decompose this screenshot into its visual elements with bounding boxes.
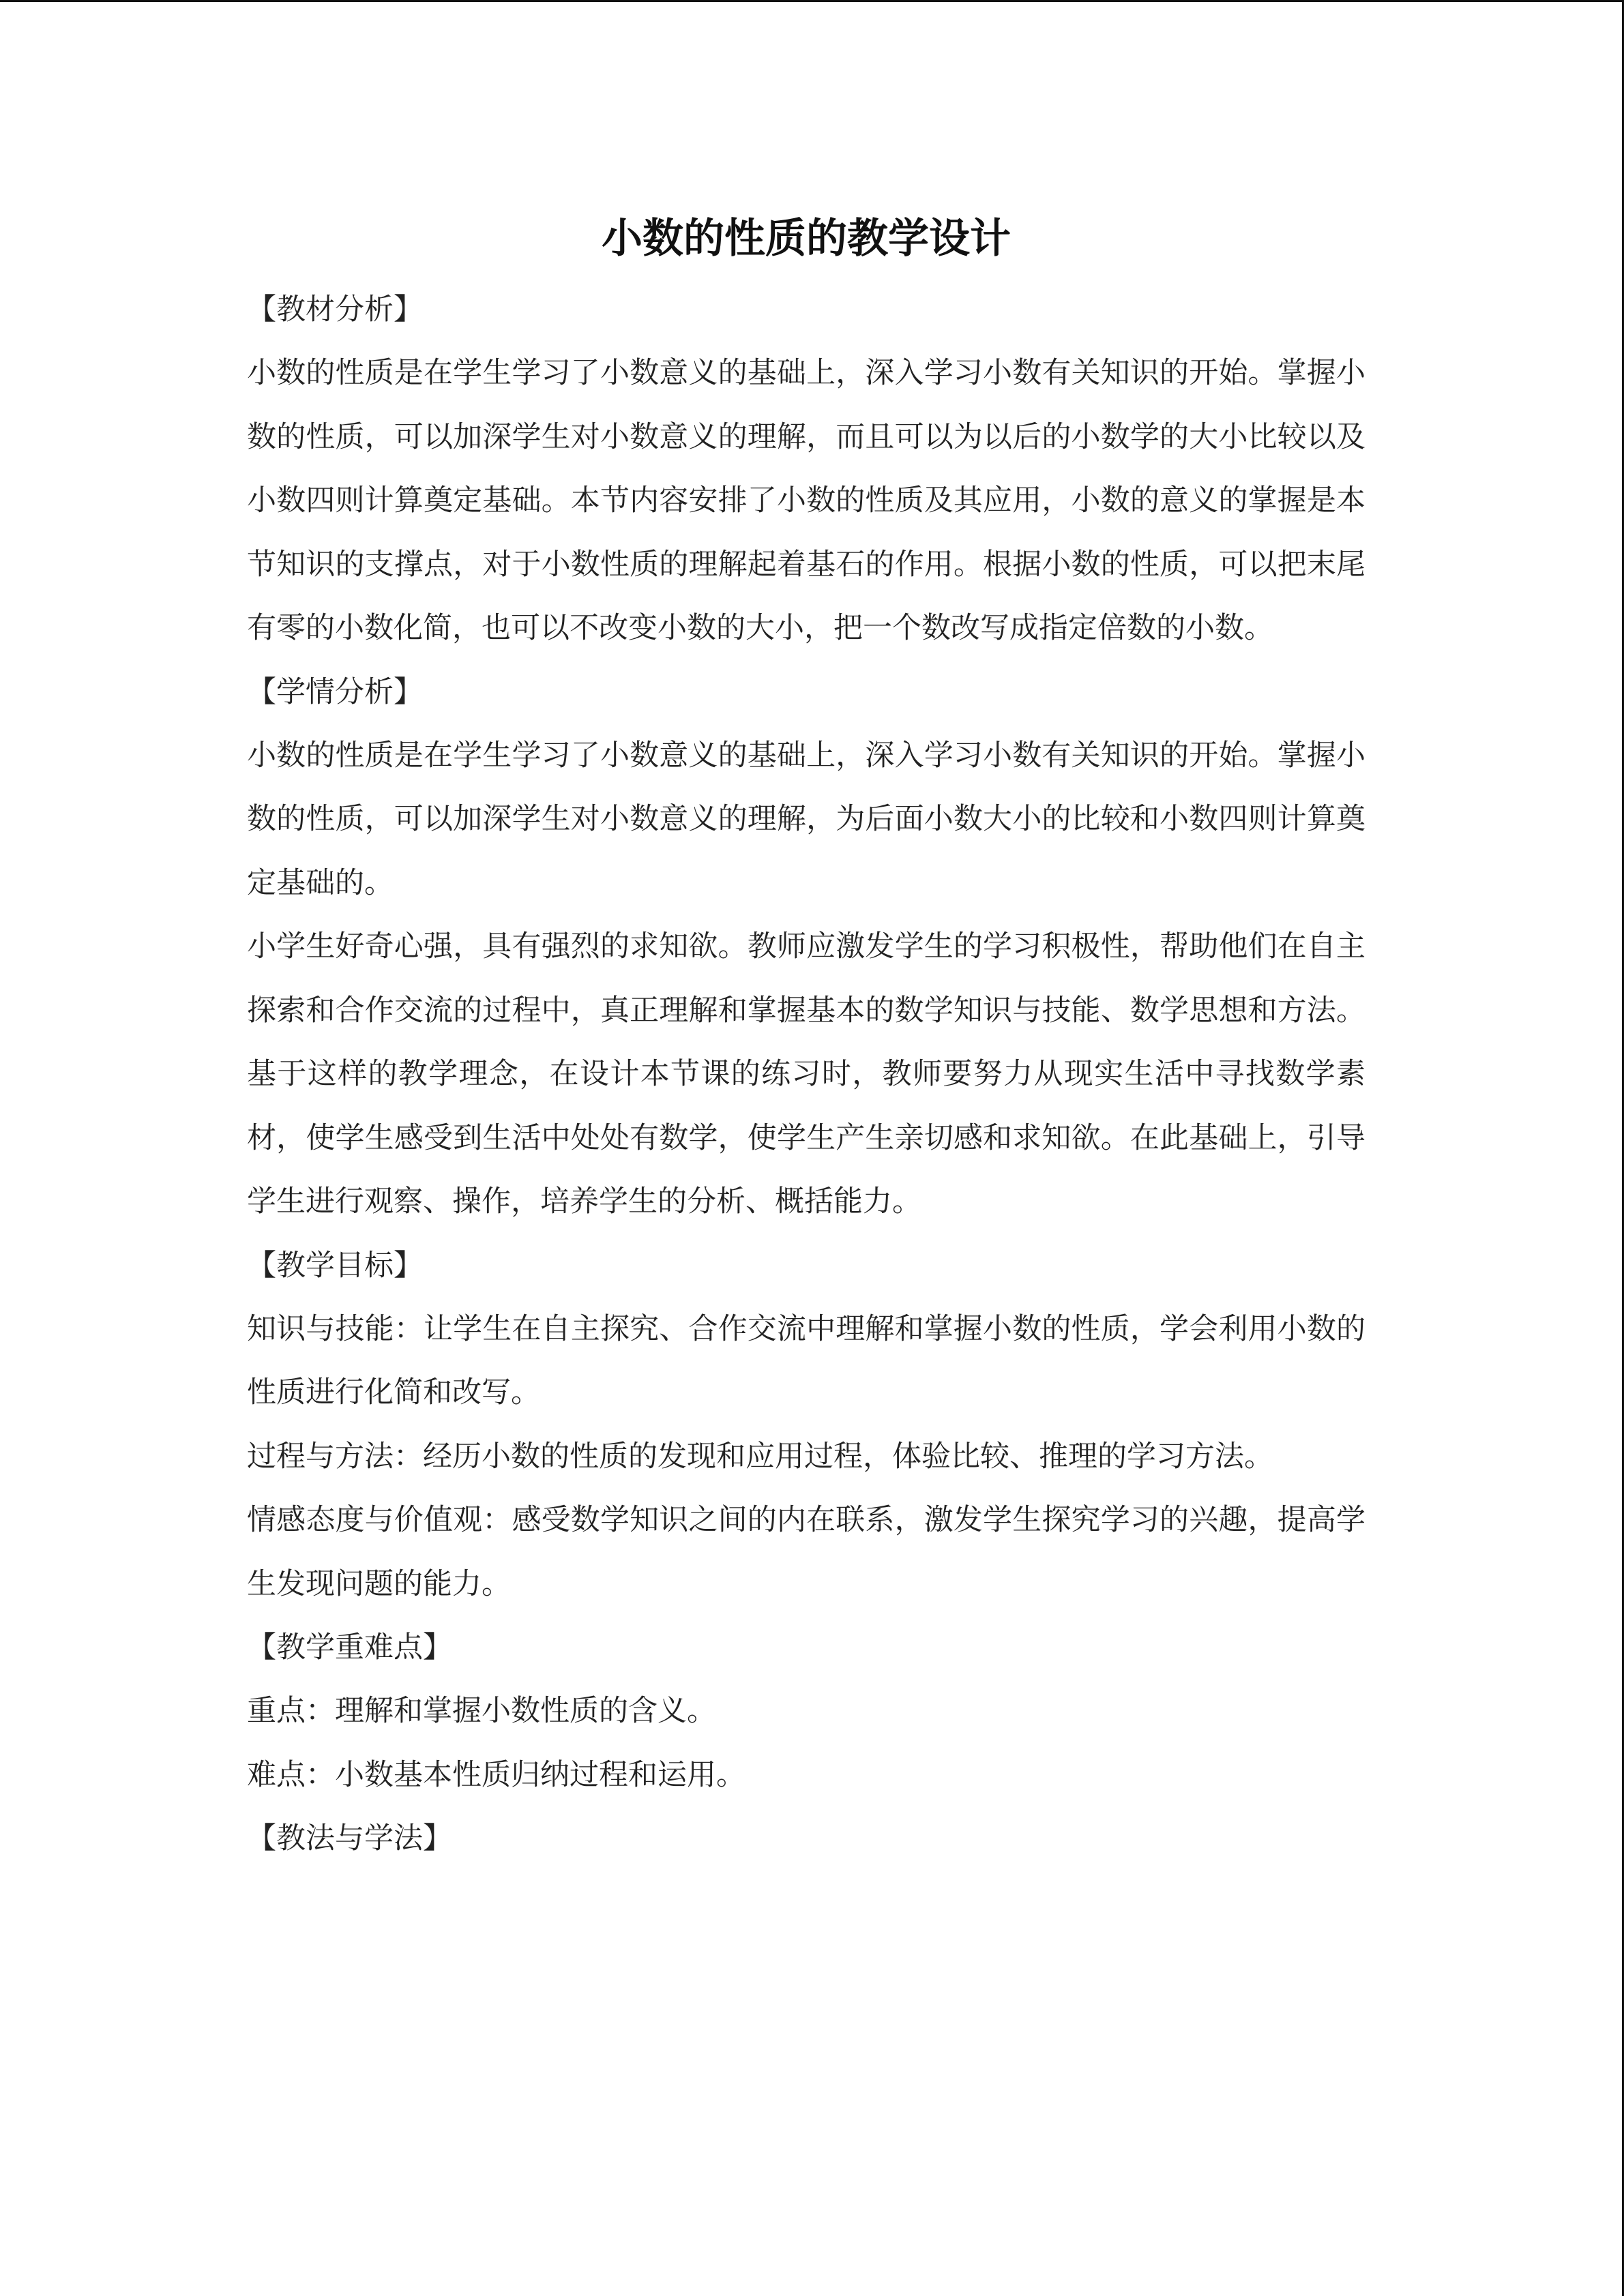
paragraph-key-point: 重点：理解和掌握小数性质的含义。	[247, 1694, 716, 1728]
paragraph-goal-attitude: 情感态度与价值观：感受数学知识之间的内在联系，激发学生探究学习的兴趣，提高学生发现问题的能力。	[247, 1503, 1365, 1601]
paragraph-textbook-analysis: 小数的性质是在学生学习了小数意义的基础上，深入学习小数有关知识的开始。掌握小数的性质，可以加深学生对小数意义的理解，而且可以为以后的小数学的大小比较以及小数四则计算奠定基础。本节内容安排了小数的性质及其应用，小数的意义的掌握是本节知识的支撑点，对于小数性质的理解起着基石的作用。根据小数的性质，可以把末尾有零的小数化简，也可以不改变小数的大小，把一个数改写成指定倍数的小数。	[247, 356, 1365, 645]
section-heading-methods: 【教法与学法】	[247, 1821, 452, 1855]
document-title: 小数的性质的教学设计	[602, 215, 1011, 263]
paragraph-difficult-point: 难点：小数基本性质归纳过程和运用。	[247, 1757, 745, 1792]
paragraph-student-analysis-2: 小学生好奇心强，具有强烈的求知欲。教师应激发学生的学习积极性，帮助他们在自主探索和合作交流的过程中，真正理解和掌握基本的数学知识与技能、数学思想和方法。基于这样的教学理念，在设计本节课的练习时，教师要努力从现实生活中寻找数学素材，使学生感受到生活中处处有数学，使学生产生亲切感和求知欲。在此基础上，引导学生进行观察、操作，培养学生的分析、概括能力。	[247, 929, 1365, 1219]
page-border-top	[0, 0, 1624, 2]
paragraph-student-analysis-1: 小数的性质是在学生学习了小数意义的基础上，深入学习小数有关知识的开始。掌握小数的性质，可以加深学生对小数意义的理解，为后面小数大小的比较和小数四则计算奠定基础的。	[247, 738, 1365, 900]
paragraph-goal-knowledge: 知识与技能：让学生在自主探究、合作交流中理解和掌握小数的性质，学会利用小数的性质进行化简和改写。	[247, 1311, 1365, 1410]
section-heading-teaching-goals: 【教学目标】	[247, 1248, 423, 1283]
paragraph-goal-process: 过程与方法：经历小数的性质的发现和应用过程，体验比较、推理的学习方法。	[247, 1439, 1273, 1474]
section-heading-student-analysis: 【学情分析】	[247, 674, 423, 709]
section-heading-key-points: 【教学重难点】	[247, 1630, 452, 1665]
section-heading-textbook-analysis: 【教材分析】	[247, 293, 423, 327]
document-body	[247, 205, 1365, 1870]
